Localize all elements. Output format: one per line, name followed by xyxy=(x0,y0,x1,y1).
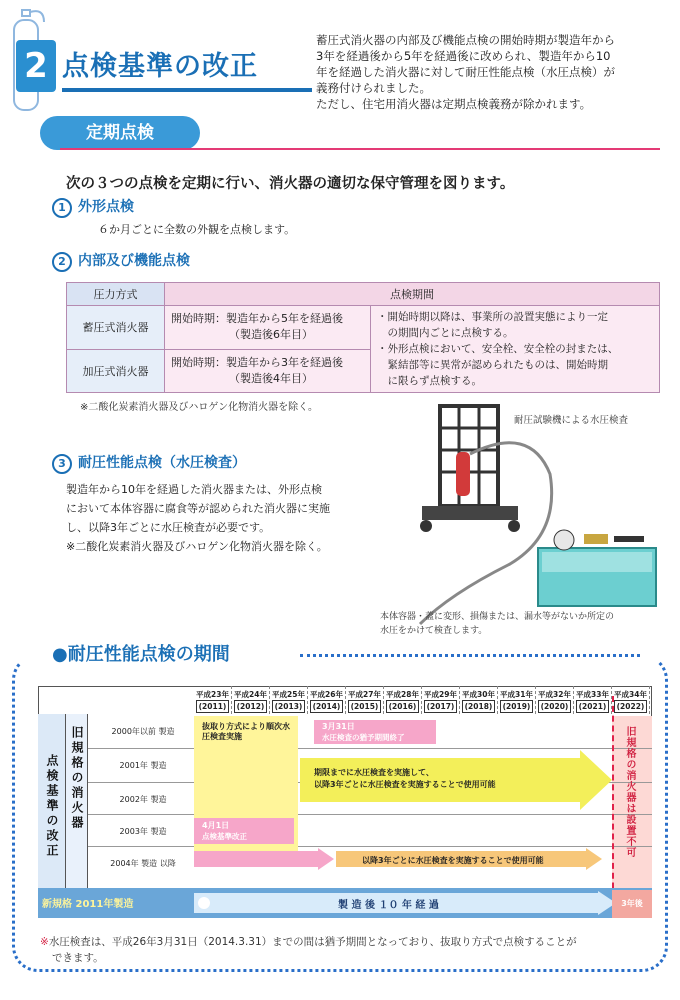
year-header: 平成27年 (2015) xyxy=(346,686,384,714)
three-year-box: 3年後 xyxy=(612,890,652,918)
timeline-chart xyxy=(38,686,652,918)
year-header: 平成25年 (2013) xyxy=(270,686,308,714)
sec3-body: 製造年から10年を経過した消火器または、外形点検 において本体容器に腐食等が認められた消火器に実施 し、以降3年ごとに水圧検査が必要です。 ※二酸化炭素消火器及びハロゲン化物消火器を除く。 xyxy=(66,483,330,553)
pressure-test-machine-illustration xyxy=(388,398,680,644)
row-period: 開始時期：製造年から3年を経過後 （製造後4年目） xyxy=(165,349,371,393)
sec2-heading: 2 内部及び機能点検 xyxy=(52,250,190,272)
left-block-2 xyxy=(66,714,88,888)
row-period: 開始時期：製造年から5年を経過後 （製造後6年目） xyxy=(165,306,371,350)
sec3-number: 3 xyxy=(52,454,72,474)
april-date: 4月1日 xyxy=(202,821,230,830)
th-kind: 圧力方式 xyxy=(67,283,165,306)
sampling-label: 抜取り方式により順次水圧検査実施 xyxy=(198,720,296,744)
year-header: 平成26年 (2014) xyxy=(308,686,346,714)
row-label-3: 2003年 製造 xyxy=(119,827,167,836)
photo-caption-top: 耐圧試験機による水圧検査 xyxy=(514,415,629,426)
year-header: 平成24年 (2012) xyxy=(232,686,270,714)
teiki-tenken-pill: 定期点検 xyxy=(40,116,200,150)
march-sub: 水圧検査の猶予期間終了 xyxy=(322,733,405,742)
sec1-heading: 1 外形点検 xyxy=(52,196,134,218)
row-label-4: 2004年 製造 以降 xyxy=(110,859,176,868)
april-sub: 点検基準改正 xyxy=(202,832,247,841)
sec2-number: 2 xyxy=(52,252,72,272)
pink-arrow-2004 xyxy=(194,848,334,870)
old-label: 旧規格の消火器 xyxy=(70,726,84,831)
year-header: 平成31年 (2019) xyxy=(498,686,536,714)
inspection-table xyxy=(66,282,660,393)
year-header: 平成23年 (2011) xyxy=(194,686,232,714)
pill-underline xyxy=(60,148,660,150)
footnote: ※水圧検査は、平成26年3月31日（2014.3.31）までの間は猶予期間となっており、抜取り方式で点検することが できます。 xyxy=(40,936,577,964)
new-standard-label: 新規格 2011年製造 xyxy=(42,899,134,910)
left-block-1 xyxy=(38,714,66,888)
period-frame-top xyxy=(300,654,640,657)
year-header: 平成29年 (2017) xyxy=(422,686,460,714)
year-header: 平成32年 (2020) xyxy=(536,686,574,714)
year-header: 平成28年 (2016) xyxy=(384,686,422,714)
red-dash-line xyxy=(612,696,614,918)
march-date: 3月31日 xyxy=(322,722,355,731)
sec1-number: 1 xyxy=(52,198,72,218)
big-arrow-text-2: 以降3年ごとに水圧検査を実施することで使用可能 xyxy=(314,780,496,789)
year-header: 平成34年 (2022) xyxy=(612,686,650,714)
sec1-body: ６か月ごとに全数の外観を点検します。 xyxy=(98,223,296,236)
row-note: ・開始時期以降は、事業所の設置実態により一定 の期間内ごとに点検する。 ・外形点検において、安全栓、安全栓の封または、 緊結部等に異常が認められたものは、開始時期 に限らず点検する。 xyxy=(371,306,660,393)
new-bar-text: 製 造 後 １０ 年 経 過 xyxy=(338,900,439,911)
row-kind: 蓄圧式消火器 xyxy=(67,306,165,350)
period-title: ●耐圧性能点検の期間 xyxy=(52,644,230,665)
row-label-2: 2002年 製造 xyxy=(119,795,167,804)
title-underline xyxy=(62,88,312,92)
row-kind: 加圧式消火器 xyxy=(67,349,165,393)
red-col-text: 旧規格の消火器は設置不可 xyxy=(624,726,635,858)
lead-text: 次の３つの点検を定期に行い、消火器の適切な保守管理を図ります。 xyxy=(66,176,515,192)
row-label-0: 2000年以前 製造 xyxy=(111,727,175,736)
page-title: 点検基準の改正 xyxy=(62,51,258,82)
sec2-note: ※二酸化炭素消火器及びハロゲン化物消火器を除く。 xyxy=(80,402,318,413)
intro-text: 蓄圧式消火器の内部及び機能点検の開始時期が製造年から 3年を経過後から5年を経過後に改められ、製造年から10 年を経過した消火器に対して耐圧性能点検（水圧点検）が 義務付けられました。 ただし、住宅用消火器は定期点検義務が除かれます。 xyxy=(316,33,615,111)
th-period: 点検期間 xyxy=(165,283,660,306)
row-label-1: 2001年 製造 xyxy=(119,761,167,770)
left-label: 点検基準の改正 xyxy=(45,754,59,859)
year-header: 平成33年 (2021) xyxy=(574,686,612,714)
arrow-2004-text: 以降3年ごとに水圧検査を実施することで使用可能 xyxy=(362,856,544,865)
big-arrow-text-1: 期限までに水圧検査を実施して、 xyxy=(314,768,434,777)
section-number: 2 xyxy=(16,40,56,92)
sec3-heading: 3 耐圧性能点検（水圧検査） xyxy=(52,452,246,474)
year-header: 平成30年 (2018) xyxy=(460,686,498,714)
photo-caption-bottom: 本体容器・蓋に変形、損傷または、漏水等がないか所定の 水圧をかけて検査します。 xyxy=(380,612,615,636)
